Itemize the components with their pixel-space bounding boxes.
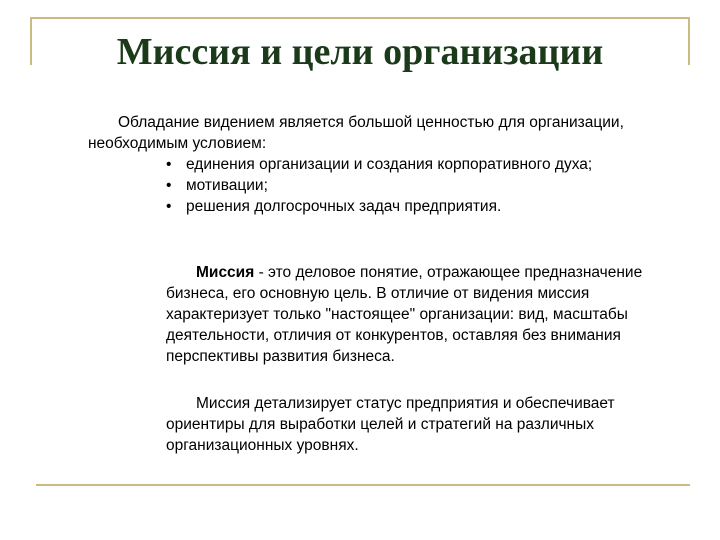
bullet-icon: • [166,177,172,194]
intro-paragraph: Обладание видением является большой ценностью для организации, необходимым условием: [88,114,624,152]
frame-top-rule [30,17,690,19]
bullet-icon: • [166,198,172,215]
bullet-item [166,196,666,217]
bullet-icon: • [166,156,172,173]
bullet-text: мотивации; [186,177,268,194]
frame-bottom-rule [36,484,690,486]
mission-detail-paragraph: Миссия детализирует статус предприятия и обеспечивает ориентиры для выработки целей и стратегий на различных организационных уровнях. [166,395,615,454]
slide-title: Миссия и цели организации [116,31,604,73]
mission-definition: - это деловое понятие, отражающее предназначение бизнеса, его основную цель. В отличие от видения миссия характеризует только "настоящее" организации: вид, масштабы деятельности, отличия от конкурентов, оставляя без внимания перспективы развития бизнеса. [166,264,643,365]
bullet-list [166,154,666,217]
bullet-item [166,175,666,196]
bullet-item [166,154,666,175]
bullet-text: единения организации и создания корпоративного духа; [186,156,593,173]
mission-term: Миссия [196,264,255,281]
bullet-text: решения долгосрочных задач предприятия. [186,198,502,215]
mission-paragraph [166,262,646,367]
